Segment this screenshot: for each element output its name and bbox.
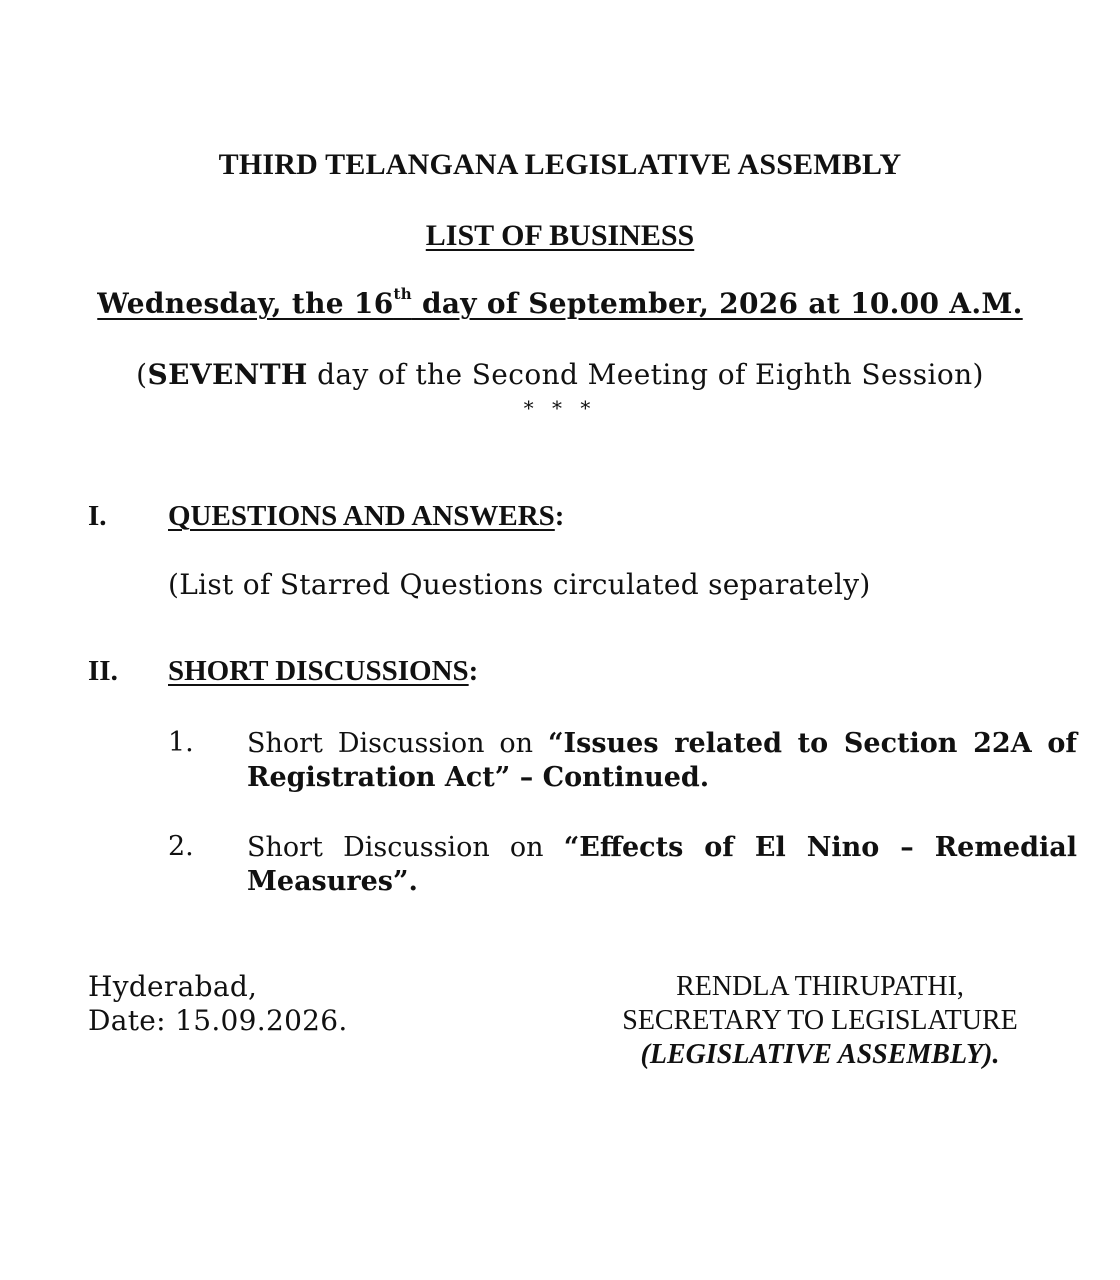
discussion-item-1-prefix: Short Discussion on (247, 728, 548, 759)
section-2-heading-text: SHORT DISCUSSIONS (168, 655, 469, 687)
session-rest: day of the Second Meeting of Eighth Session) (307, 358, 984, 391)
discussion-item-1-title: “Issues related to Section 22A of Registration Act” – Continued. (247, 728, 1077, 793)
footer-place-date (88, 970, 348, 1038)
footer-place: Hyderabad, (88, 970, 258, 1003)
sitting-date (0, 287, 1120, 320)
section-1-numeral: I. (88, 500, 107, 532)
discussion-item-2-prefix: Short Discussion on (247, 832, 564, 863)
footer-signatory (570, 970, 1070, 1072)
section-1-heading (168, 500, 564, 533)
date-suffix: day of September, 2026 at 10.00 A.M. (411, 287, 1023, 320)
footer-date: Date: 15.09.2026. (88, 1004, 348, 1037)
signatory-name: RENDLA THIRUPATHI, (676, 971, 964, 1002)
section-2-heading (168, 655, 478, 688)
discussion-item-2 (247, 831, 1077, 899)
session-day: SEVENTH (147, 358, 308, 391)
section-1-note: (List of Starred Questions circulated separately) (168, 568, 871, 601)
discussion-item-2-title: “Effects of El Nino – Remedial Measures”. (247, 832, 1077, 897)
section-2-numeral: II. (88, 655, 118, 687)
assembly-title: THIRD TELANGANA LEGISLATIVE ASSEMBLY (218, 148, 902, 181)
separator-stars: * * * (523, 396, 597, 420)
section-1-heading-colon: : (554, 500, 565, 532)
session-info (0, 358, 1120, 391)
discussion-item-2-number: 2. (168, 831, 194, 862)
signatory-department: (LEGISLATIVE ASSEMBLY). (640, 1039, 1000, 1070)
list-of-business-title: LIST OF BUSINESS (425, 219, 695, 252)
date-ordinal-suffix: th (393, 285, 412, 303)
section-2-heading-colon: : (468, 655, 479, 687)
session-open-paren: ( (136, 358, 148, 391)
date-prefix: Wednesday, the 16 (97, 287, 394, 320)
discussion-item-1-number: 1. (168, 727, 194, 758)
section-1-heading-text: QUESTIONS AND ANSWERS (168, 500, 555, 532)
discussion-item-1 (247, 727, 1077, 795)
signatory-title: SECRETARY TO LEGISLATURE (622, 1005, 1018, 1036)
